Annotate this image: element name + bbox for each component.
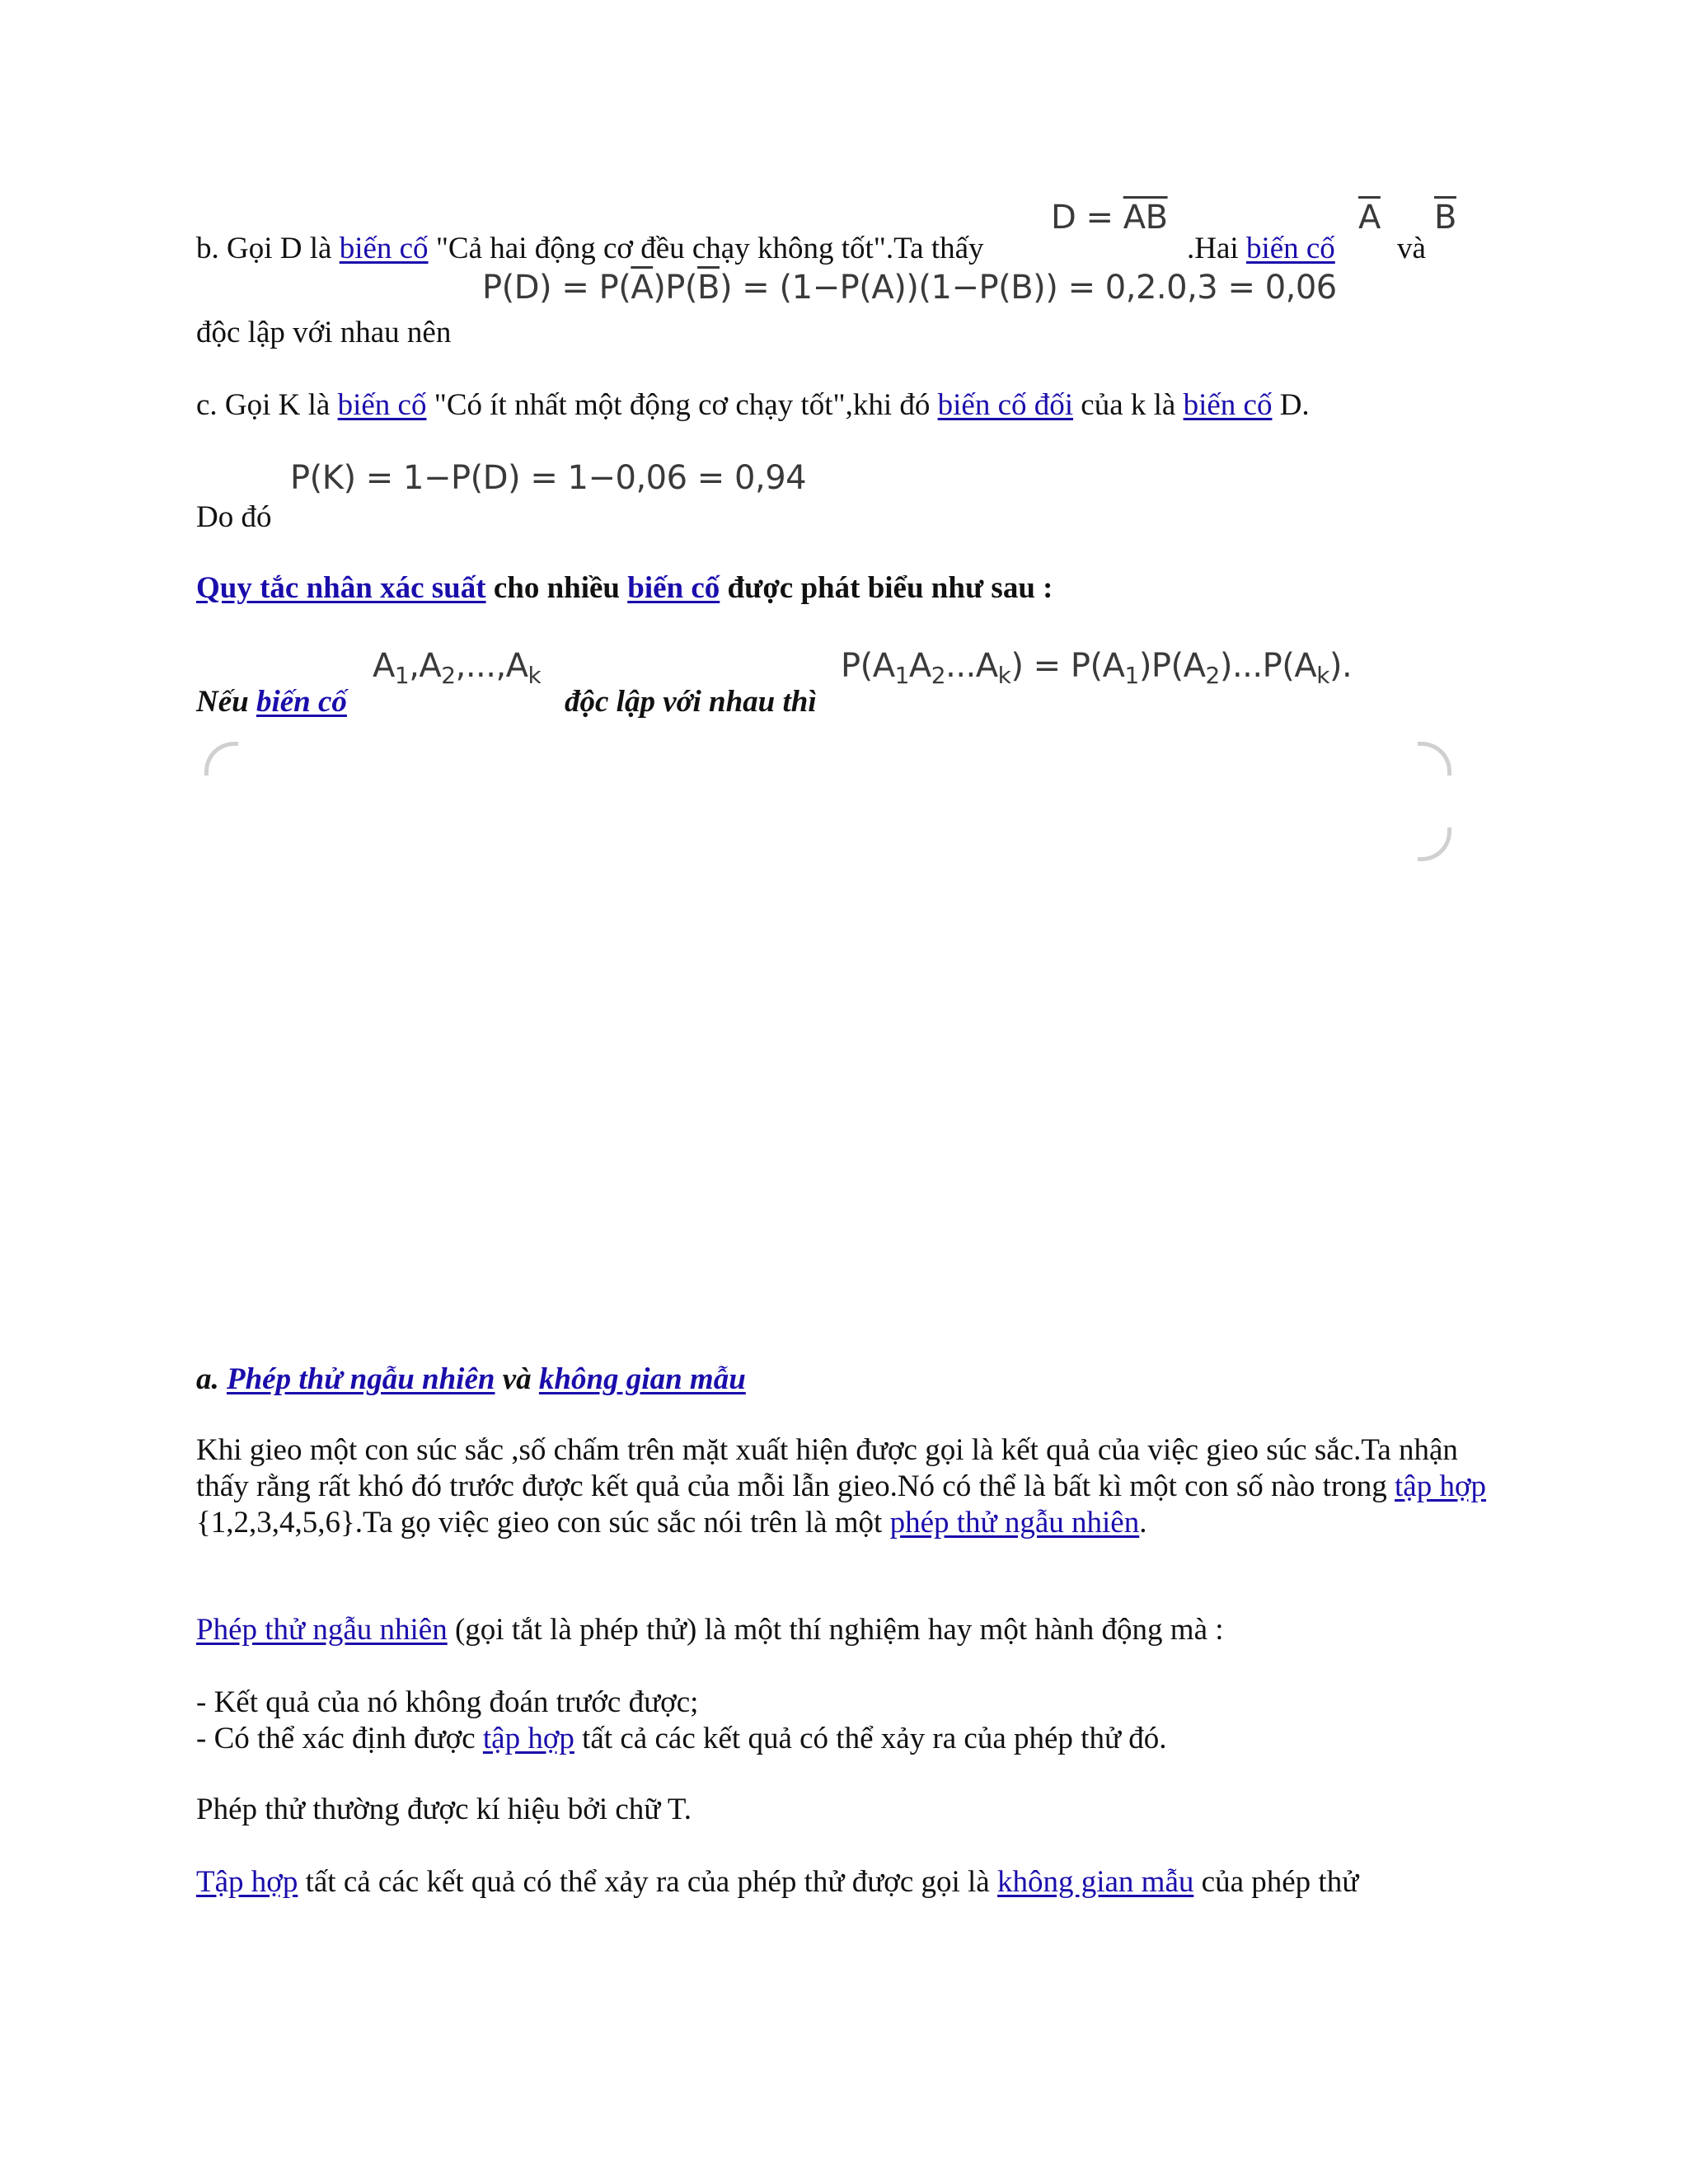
link-bien-co[interactable]: biến cố [627, 571, 720, 605]
rule-neu [196, 684, 347, 720]
link-bien-co[interactable]: biến cố [256, 685, 347, 719]
text: của k là [1073, 388, 1184, 422]
link-phep-thu-ngau-nhien[interactable]: phép thử ngẫu nhiên [889, 1506, 1140, 1540]
text: "Cả hai động cơ đều chạy không tốt".Ta thấy [428, 232, 984, 265]
link-phep-thu-ngau-nhien[interactable]: Phép thử ngẫu nhiên [196, 1613, 448, 1647]
text: (gọi tắt là phép thử) là một thí nghiệm hay một hành động mà : [447, 1613, 1224, 1647]
formula-pk: P(K) = 1−P(D) = 1−0,06 = 0,94 [290, 459, 807, 497]
text: a. [196, 1362, 227, 1396]
formula-pd: $P(D) = P(\overline{A})P(\overline{B}) = (1-P(A))(1-P(B)) = 0,2.0,3 = 0,06$ [482, 269, 1337, 307]
text: - Có thể xác định được [196, 1722, 483, 1755]
link-bien-co[interactable]: biến cố [337, 388, 427, 422]
frame-corner-top-left [204, 742, 238, 776]
part-c-line1 [196, 387, 1310, 424]
formula-text: $\overline{A}$ [1358, 199, 1381, 237]
link-bien-co[interactable]: biến cố [339, 232, 429, 265]
part-b-line2: độc lập với nhau nên [196, 316, 452, 349]
text: {1,2,3,4,5,6}.Ta gọ việc gieo con súc sắc nói trên là một [196, 1506, 890, 1540]
part-b-line1 [196, 231, 984, 267]
link-quy-tac-nhan[interactable]: Quy tắc nhân xác suất [196, 571, 486, 605]
formula-b-bar [1434, 198, 1456, 237]
text: và [495, 1362, 539, 1396]
text: tất cả các kết quả có thể xảy ra của phép thử được gọi là [298, 1865, 997, 1899]
text: được phát biểu như sau : [720, 571, 1053, 605]
text: của phép thử [1193, 1865, 1359, 1899]
text: c. Gọi K là [196, 388, 338, 422]
link-tap-hop[interactable]: Tập hợp [196, 1865, 298, 1899]
text: "Có ít nhất một động cơ chạy tốt",khi đó [426, 388, 938, 422]
paragraph-sample-space [196, 1864, 1358, 1900]
link-khong-gian-mau[interactable]: không gian mẫu [538, 1362, 746, 1396]
formula-product: $P(A_1A_2...A_k) = P(A_1)P(A_2)...P(A_k)$. [841, 647, 1353, 689]
paragraph-notation: Phép thử thường được kí hiệu bởi chữ T. [196, 1793, 692, 1826]
frame-corner-bottom-right [1418, 827, 1451, 861]
do-do-text: Do đó [196, 500, 272, 534]
text: cho nhiều [485, 571, 628, 605]
text: .Hai [1187, 232, 1246, 265]
formula-a-bar [1358, 198, 1381, 237]
text: . [1139, 1506, 1147, 1540]
link-bien-co[interactable]: biến cố [1245, 232, 1335, 265]
rule-doc-lap: độc lập với nhau thì [565, 685, 817, 719]
frame-corner-top-right [1418, 742, 1451, 776]
formula-text: $\overline{B}$ [1434, 199, 1456, 237]
text: tất cả các kết quả có thể xảy ra của phép thử đó. [574, 1722, 1167, 1755]
text: b. Gọi D là [196, 232, 340, 265]
formula-d-equals: $D = \overline{AB}$ [1051, 199, 1168, 237]
paragraph-definition [196, 1612, 1224, 1648]
link-bien-co[interactable]: biến cố [1183, 388, 1273, 422]
link-khong-gian-mau[interactable]: không gian mẫu [996, 1865, 1194, 1899]
link-phep-thu-ngau-nhien[interactable]: Phép thử ngẫu nhiên [227, 1362, 495, 1396]
list-item-2 [196, 1721, 1167, 1757]
link-tap-hop[interactable]: tập hợp [482, 1722, 574, 1755]
list-item-1: - Kết quả của nó không đoán trước được; [196, 1685, 699, 1719]
part-b-hai [1187, 231, 1335, 267]
rule-heading [196, 570, 1053, 607]
formula-a1-ak: $A_1,A_2,...,A_k$ [373, 647, 542, 689]
text: Nếu [196, 685, 256, 719]
text: D. [1272, 388, 1310, 422]
text: Khi gieo một con súc sắc ,số chấm trên mặt xuất hiện được gọi là kết quả của việc gieo súc sắc.Ta nhận thấy rằng rất khó đó trước được kết quả của mỗi lẫn gieo.Nó có thể là bất kì một con số nào trong [196, 1433, 1458, 1503]
paragraph-intro [196, 1432, 1498, 1541]
section-a-heading [196, 1361, 746, 1398]
formula-bar-ab: $\overline{AB}$ [1123, 199, 1168, 237]
link-bien-co-doi[interactable]: biến cố đối [937, 388, 1074, 422]
link-tap-hop[interactable]: tập hợp [1395, 1469, 1487, 1503]
part-b-va: và [1397, 232, 1426, 265]
